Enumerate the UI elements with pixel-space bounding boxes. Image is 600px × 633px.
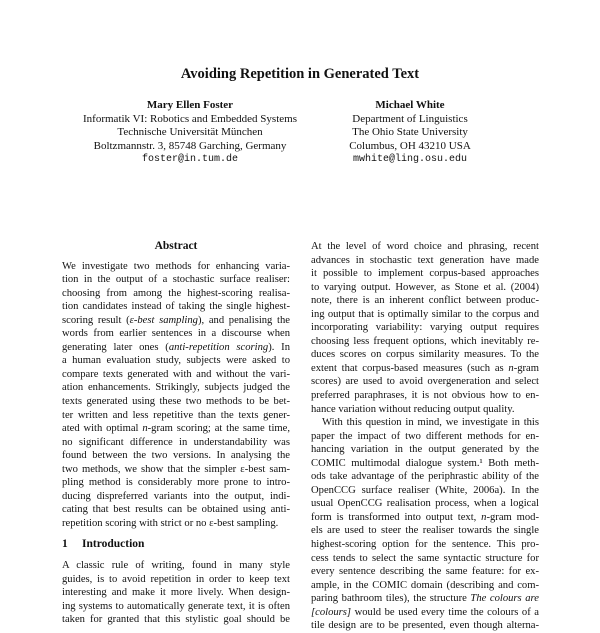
text-line: usual OpenCCG realisation process, when a logical <box>311 498 539 510</box>
text-line <box>62 422 290 436</box>
text-line: ter written and less repetitive than the texts gener- <box>62 409 290 421</box>
abstract-body <box>62 260 290 531</box>
author-institution: Technische Universität München <box>117 126 263 139</box>
text-line: highest-scoring option for the sentence. This pro- <box>311 539 539 551</box>
italic-text: anti-repetition scoring <box>168 341 269 353</box>
text-line: it possible to implement corpus-based approaches <box>311 268 539 280</box>
text-line: taken for granted that this stylistic goal should be <box>62 614 290 626</box>
text-line: ing output that is optimally similar to the corpus and <box>311 308 539 320</box>
text-line <box>311 606 539 620</box>
text-line: scores) are used to avoid overgeneration and select <box>311 376 539 388</box>
author-email: foster@in.tum.de <box>141 154 238 166</box>
text-line: ods take advantage of the periphrastic ability of the <box>311 471 539 483</box>
text-line: OpenCCG surface realiser (White, 2006a). In the <box>311 484 539 496</box>
author-block-1 <box>70 99 310 167</box>
italic-text: n <box>481 511 487 523</box>
introduction-body <box>62 559 290 627</box>
italic-text: n <box>508 362 514 374</box>
italic-text: [colours] <box>311 606 352 618</box>
text-segment: ). In <box>268 341 290 353</box>
section-number: 1 <box>62 538 68 551</box>
section-heading-introduction <box>62 538 290 552</box>
paragraph-2 <box>311 416 539 633</box>
text-segment: scoring result ( <box>62 314 130 326</box>
text-line: At the level of word choice and phrasing, recent <box>311 241 539 252</box>
text-line: cess tends to select the same syntactic structure for <box>311 552 539 564</box>
text-line: a human evaluation study, subjects were asked to <box>62 355 290 367</box>
abstract-heading: Abstract <box>154 240 198 252</box>
paragraph-1 <box>311 240 539 416</box>
text-line: advances in stochastic text generation have made <box>311 254 539 266</box>
text-line: tile design are to be presented, even though alterna- <box>311 620 539 632</box>
author-address: Columbus, OH 43210 USA <box>349 139 471 152</box>
text-segment: paring bathroom tiles), the structure <box>311 593 471 605</box>
text-line: COMIC multimodal dialogue system.¹ Both meth- <box>311 457 539 469</box>
author-address: Boltzmannstr. 3, 85748 Garching, Germany <box>93 139 287 152</box>
text-line: to varying output. However, as Stone et al. (2004) <box>311 281 539 293</box>
text-line: ation enhancements. Strikingly, subjects judged the <box>62 382 290 394</box>
text-line: interesting and make it more lively. When design- <box>62 587 290 599</box>
text-line <box>311 511 539 525</box>
text-line: We investigate two methods for enhancing varia- <box>62 260 290 272</box>
author-email: mwhite@ling.osu.edu <box>352 154 468 166</box>
text-line <box>62 341 290 355</box>
author-affiliation: Department of Linguistics <box>352 112 468 125</box>
text-segment: would be used every time the colours of a <box>351 606 539 618</box>
text-line: tion candidates instead of taking the single highest- <box>62 301 290 313</box>
text-line: found between the two versions. In analysing the <box>62 450 290 462</box>
text-segment: ated with optimal <box>62 423 143 435</box>
right-column <box>311 240 539 633</box>
text-line: texts generated using these two methods to be bet- <box>62 396 290 408</box>
text-line: choosing less frequent options, which inevitably re- <box>311 335 539 347</box>
italic-text: ε-best sampling <box>129 314 198 326</box>
italic-text: The colours are <box>470 593 539 605</box>
text-line: ample, in the COMIC domain (describing and com- <box>311 579 539 591</box>
text-line: els are used to steer the realiser towards the single <box>311 525 539 537</box>
text-line: duces scores on corpus similarity measures. To the <box>311 349 539 361</box>
text-line: pling method is considerably more prone to intro- <box>62 477 290 489</box>
text-line: guides, is to avoid repetition in order to keep text <box>62 573 290 585</box>
text-line <box>311 592 539 606</box>
text-line: With this question in mind, we investigate in this <box>322 417 539 429</box>
text-line: two methods, we show that the simpler ε-best sam- <box>62 463 290 475</box>
text-segment: ), and penalising the <box>197 314 290 326</box>
text-line: paper the impact of two different methods for en- <box>311 430 539 442</box>
text-line: preferred paraphrases, it is not obvious how to en- <box>311 390 539 402</box>
text-line: incorporating variability: varying output requires <box>311 322 539 334</box>
paper-title: Avoiding Repetition in Generated Text <box>180 66 420 82</box>
text-line: choosing from among the highest-scoring realisa- <box>62 287 290 299</box>
text-segment: -gram mod- <box>486 511 539 523</box>
text-line: compare texts generated with and without the vari- <box>62 368 290 380</box>
left-column <box>62 240 290 627</box>
author-institution: The Ohio State University <box>352 126 468 139</box>
text-line: tion in the output of a stochastic surface realiser: <box>62 274 290 286</box>
author-name: Michael White <box>375 99 445 111</box>
text-line: hancing variation in the output generated by the <box>311 444 539 456</box>
text-line: ing systems to automatically generate text, it is often <box>62 600 290 612</box>
text-line <box>62 314 290 328</box>
text-line: note, there is an inherent conflict between produc- <box>311 295 539 307</box>
text-line: A classic rule of writing, found in many style <box>62 560 290 572</box>
section-title: Introduction <box>82 538 145 551</box>
text-segment: extent that corpus-based measures (such as <box>311 362 509 374</box>
author-name: Mary Ellen Foster <box>146 99 234 111</box>
text-segment: -gram scoring; at the same time, <box>147 423 291 435</box>
text-line: hance variation without reducing output quality. <box>311 403 515 415</box>
text-line: no significant difference in understandability was <box>62 436 290 448</box>
text-line: repetition scoring with strict or no ε-best sampling. <box>62 517 279 529</box>
text-line <box>311 362 539 376</box>
text-segment: generating later ones ( <box>62 341 169 353</box>
text-line: cating that best results can be obtained using anti- <box>62 504 290 516</box>
italic-text: n <box>142 423 148 435</box>
text-segment: -gram <box>513 362 539 374</box>
text-line: words from earlier sentences in a discourse when <box>62 328 290 340</box>
text-line: ducing dispreferred variants into the output, indi- <box>62 490 290 502</box>
text-line: every sentence describing the same feature: for ex- <box>311 566 539 578</box>
text-segment: form is transformed into output text, <box>311 511 482 523</box>
author-affiliation: Informatik VI: Robotics and Embedded Systems <box>83 112 297 125</box>
author-block-2 <box>290 99 530 167</box>
